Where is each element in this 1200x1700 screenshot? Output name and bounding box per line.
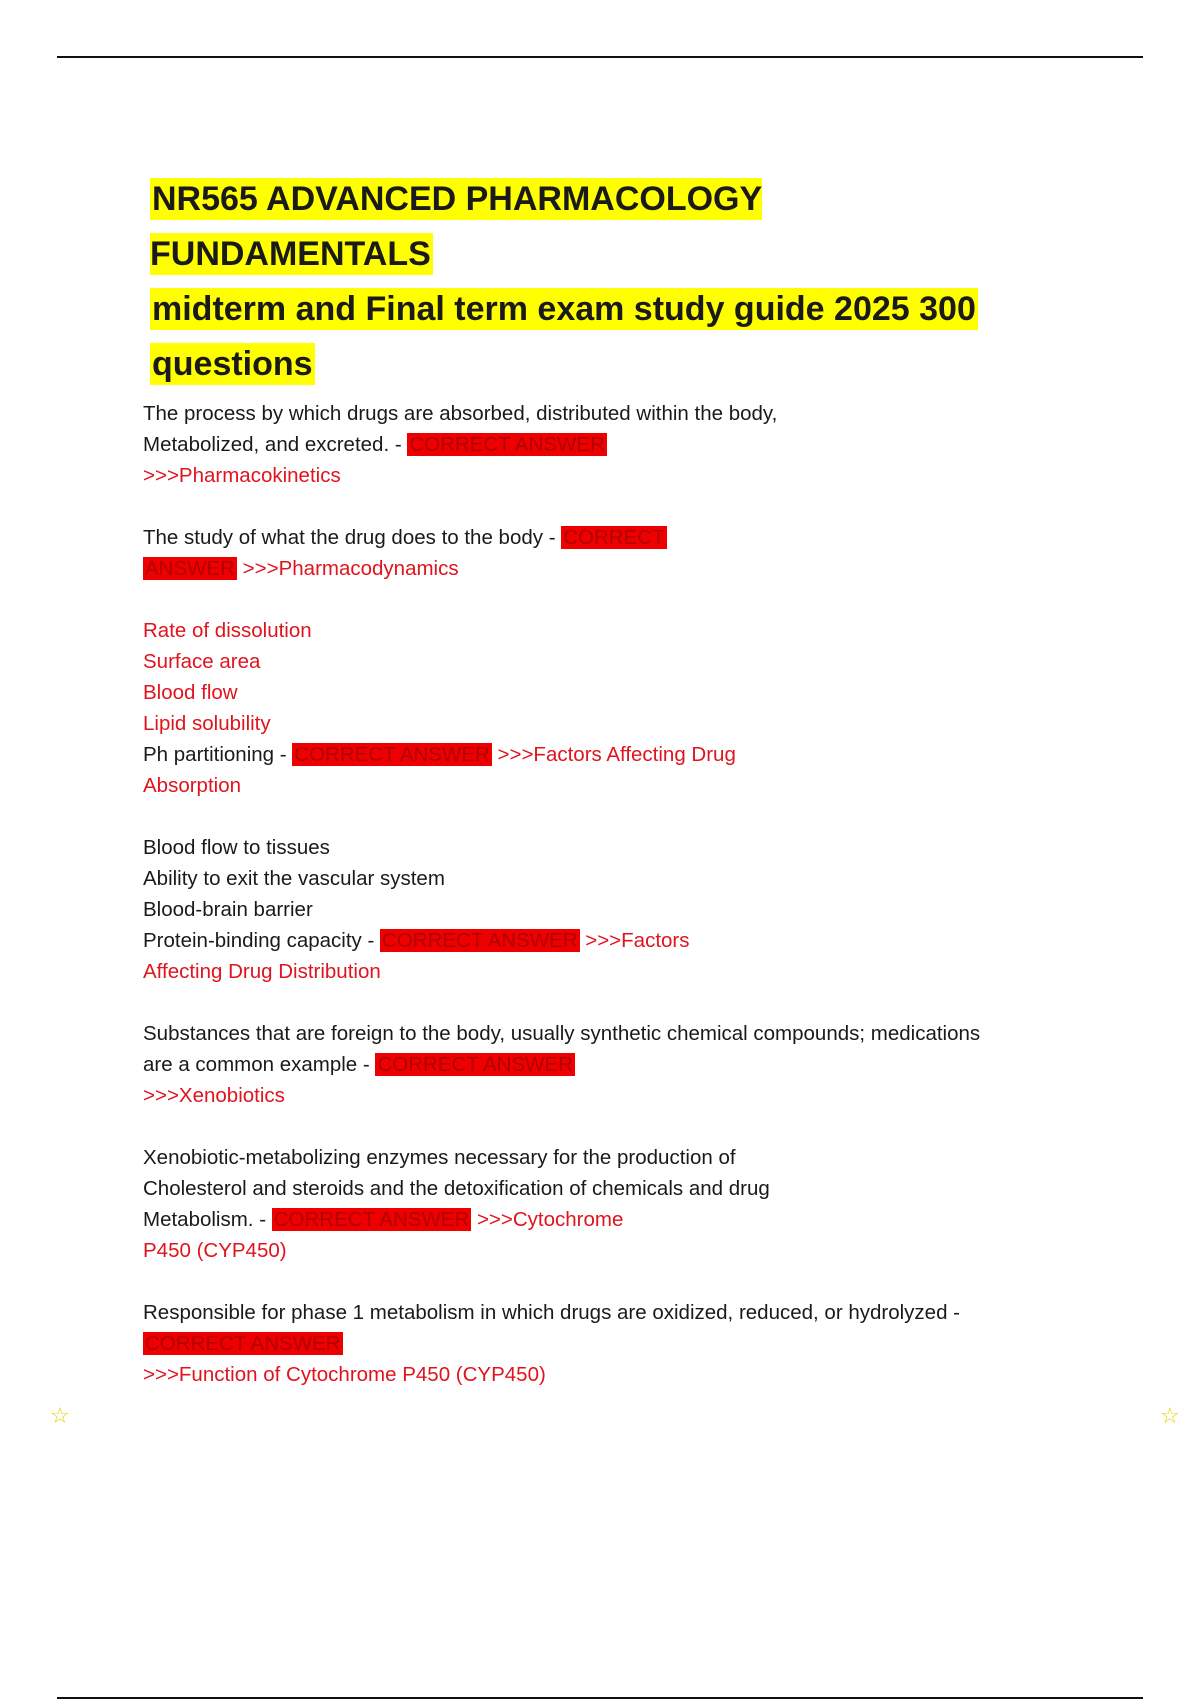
entry-line <box>143 1049 1063 1080</box>
question-text: Substances that are foreign to the body, usually synthetic chemical compounds; medications <box>143 1022 981 1045</box>
entry-line <box>143 460 1063 491</box>
answer-text: Surface area <box>143 650 261 673</box>
entry-line <box>143 1235 1063 1266</box>
entry-line <box>143 553 1063 584</box>
qa-entry <box>143 1297 1063 1390</box>
qa-list <box>143 398 1063 1421</box>
correct-answer-label: CORRECT <box>563 526 665 549</box>
answer-text: Affecting Drug Distribution <box>143 960 381 983</box>
title-line-3: questions <box>152 345 313 383</box>
answer-text: Lipid solubility <box>143 712 271 735</box>
correct-answer-label: CORRECT ANSWER <box>409 433 605 456</box>
answer-text: >>>Factors <box>579 929 690 952</box>
question-text: are a common example - <box>143 1053 376 1076</box>
entry-line <box>143 832 1063 863</box>
entry-line <box>143 739 1063 770</box>
answer-text: Blood flow <box>143 681 238 704</box>
entry-line <box>143 956 1063 987</box>
top-rule <box>57 56 1143 58</box>
entry-line <box>143 1204 1063 1235</box>
entry-line <box>143 925 1063 956</box>
entry-line <box>143 1018 1063 1049</box>
qa-entry <box>143 1018 1063 1111</box>
answer-text: >>>Pharmacodynamics <box>236 557 459 580</box>
entry-line <box>143 1328 1063 1359</box>
question-text: The study of what the drug does to the body - <box>143 526 562 549</box>
correct-answer-label: CORRECT ANSWER <box>377 1053 573 1076</box>
entry-line <box>143 894 1063 925</box>
entry-line <box>143 708 1063 739</box>
answer-text: Absorption <box>143 774 242 797</box>
question-text: Blood flow to tissues <box>143 836 330 859</box>
entry-line <box>143 1173 1063 1204</box>
title-line-1: NR565 ADVANCED PHARMACOLOGY FUNDAMENTALS <box>150 180 763 273</box>
answer-text: Rate of dissolution <box>143 619 312 642</box>
entry-line <box>143 398 1063 429</box>
qa-entry <box>143 522 1063 584</box>
question-text: Protein-binding capacity - <box>143 929 381 952</box>
answer-text: >>>Pharmacokinetics <box>143 464 341 487</box>
entry-line <box>143 863 1063 894</box>
question-text: Responsible for phase 1 metabolism in which drugs are oxidized, reduced, or hydrolyzed - <box>143 1301 961 1324</box>
answer-text: >>>Factors Affecting Drug <box>491 743 736 766</box>
entry-line <box>143 1142 1063 1173</box>
entry-line <box>143 1359 1063 1390</box>
question-text: Ph partitioning - <box>143 743 293 766</box>
document-title <box>150 172 1050 392</box>
question-text: Ability to exit the vascular system <box>143 867 445 890</box>
correct-answer-label: CORRECT ANSWER <box>382 929 578 952</box>
entry-line <box>143 677 1063 708</box>
entry-line <box>143 646 1063 677</box>
answer-text: >>>Xenobiotics <box>143 1084 285 1107</box>
question-text: Xenobiotic-metabolizing enzymes necessary for the production of <box>143 1146 736 1169</box>
entry-line <box>143 522 1063 553</box>
entry-line <box>143 770 1063 801</box>
correct-answer-label: ANSWER <box>145 557 235 580</box>
question-text: Blood-brain barrier <box>143 898 313 921</box>
entry-line <box>143 615 1063 646</box>
question-text: Metabolism. - <box>143 1208 272 1231</box>
entry-line <box>143 1080 1063 1111</box>
qa-entry <box>143 832 1063 987</box>
answer-text: >>>Function of Cytochrome P450 (CYP450) <box>143 1363 546 1386</box>
star-icon-left: ☆ <box>50 1403 70 1428</box>
answer-text: >>>Cytochrome <box>471 1208 624 1231</box>
qa-entry <box>143 398 1063 491</box>
qa-entry <box>143 615 1063 801</box>
answer-text: P450 (CYP450) <box>143 1239 287 1262</box>
correct-answer-label: CORRECT ANSWER <box>294 743 490 766</box>
star-icon-right: ☆ <box>1160 1403 1180 1428</box>
correct-answer-label: CORRECT ANSWER <box>145 1332 341 1355</box>
bottom-rule <box>57 1697 1143 1699</box>
question-text: Metabolized, and excreted. - <box>143 433 408 456</box>
question-text: Cholesterol and steroids and the detoxification of chemicals and drug <box>143 1177 770 1200</box>
question-text: The process by which drugs are absorbed, distributed within the body, <box>143 402 778 425</box>
qa-entry <box>143 1142 1063 1266</box>
correct-answer-label: CORRECT ANSWER <box>273 1208 470 1231</box>
title-line-2: midterm and Final term exam study guide 2025 300 <box>152 290 976 328</box>
entry-line <box>143 1297 1063 1328</box>
entry-line <box>143 429 1063 460</box>
